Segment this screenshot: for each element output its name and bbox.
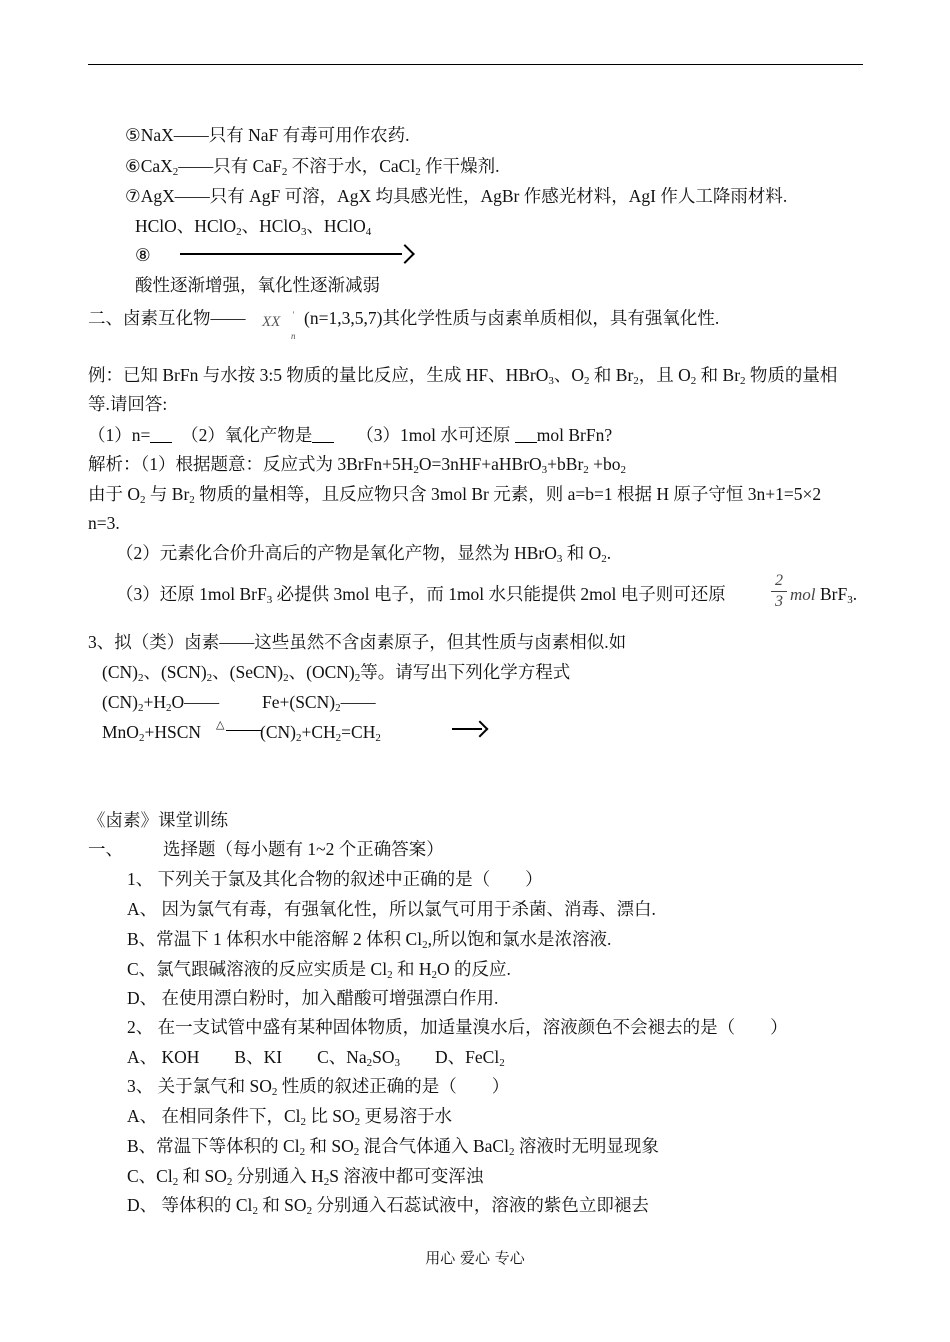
item-6: ⑥CaX$_2$——只有 CaF$_2$ 不溶于水，CaCl$_2$ 作干燥剂. xyxy=(125,156,500,178)
equation-4: $(CN)_2+CH_2=CH_2$ xyxy=(260,722,381,744)
equation-1: $(CN)_2+H_2O——$ xyxy=(102,692,220,714)
question-2-stem: 2、 在一支试管中盛有某种固体物质，加适量溴水后，溶液颜色不会褪去的是（ ） xyxy=(127,1017,788,1037)
example-questions: （1）n= （2）氧化产物是 （3）1mol 水可还原 mol BrFn? xyxy=(88,425,613,445)
section-one-num: 一、 xyxy=(88,839,123,859)
equation-2: $Fe+(SCN)_2——$ xyxy=(262,692,376,714)
blank-3 xyxy=(515,428,537,443)
equation-3: MnO$_2$+HSCN xyxy=(102,722,202,744)
header-rule xyxy=(88,64,863,65)
short-arrow-icon xyxy=(452,719,488,739)
question-3-option-b: B、常温下等体积的 $Cl_2$ 和 $SO_2$ 混合气体通入 BaCl$_2$ 溶液时无明显现象 xyxy=(127,1136,659,1158)
pseudohalogen-list: $(CN)_2$、$(SCN)_2$、$(SeCN)_2$、$(OCN)_2$等。请写出下列化学方程式 xyxy=(102,662,571,684)
acid-series: HClO、HClO$_2$、HClO$_3$、HClO$_4$ xyxy=(135,216,372,238)
item-8-label: ⑧ xyxy=(135,245,151,265)
section-3-title: 3、拟（类）卤素——这些虽然不含卤素原子，但其性质与卤素相似.如 xyxy=(88,632,627,652)
item-7: ⑦AgX——只有 AgF 可溶，AgX 均具感光性，AgBr 作感光材料，AgI 作人工降雨材料. xyxy=(125,186,788,206)
question-1-option-c: C、氯气跟碱溶液的反应实质是 $Cl_2$ 和 $H_2O$ 的反应. xyxy=(127,959,511,981)
right-arrow-icon xyxy=(180,244,412,264)
question-1-option-b: B、常温下 1 体积水中能溶解 2 体积 $Cl_2$,所以饱和氯水是浓溶液. xyxy=(127,929,612,951)
section-2-text: (n=1,3,5,7)其化学性质与卤素单质相似，具有强氧化性. xyxy=(304,308,720,328)
item-5: ⑤NaX——只有 NaF 有毒可用作农药. xyxy=(125,125,410,145)
analysis-line-2: 由于 $O_2$ 与 $Br_2$ 物质的量相等，且反应物只含 3mol Br 元素，则 a=b=1 根据 H 原子守恒 3n+1=5×2 xyxy=(88,484,822,506)
analysis-part-3-tail: BrF$_3$. xyxy=(820,584,858,606)
analysis-part-3: （3）还原 1mol BrF$_3$ 必提供 3mol 电子，而 1mol 水只能提供 2mol 电子则可还原 xyxy=(116,584,726,606)
blank-1 xyxy=(150,428,172,443)
analysis-part-2: （2）元素化合价升高后的产物是氧化产物，显然为 HBrO$_3$ 和 $O_2$. xyxy=(116,543,612,565)
analysis-line-3: n=3. xyxy=(88,513,120,533)
blank-2 xyxy=(312,428,334,443)
question-3-stem: 3、 关于氯气和 $SO_2$ 性质的叙述正确的是（ ） xyxy=(127,1076,510,1098)
example-line-1: 例：已知 BrFn 与水按 3:5 物质的量比反应，生成 HF、HBrO$_3$、$O_2$ 和 $Br_2$，且 $O_2$ 和 $Br_2$ 物质的量相 xyxy=(88,365,838,387)
question-3-option-c: C、$Cl_2$ 和 $SO_2$ 分别通入 $H_2S$ 溶液中都可变浑浊 xyxy=(127,1166,484,1188)
fraction-two-thirds: 2 3 xyxy=(771,572,787,611)
analysis-line: 解析：（1）根据题意：反应式为 $3BrFn+5H_2O=3nHF+aHBrO_3+bBr_2 +bo_2$ xyxy=(88,454,627,476)
section-one-title: 选择题（每小题有 1~2 个正确答案） xyxy=(163,839,444,859)
training-title: 《卤素》课堂训练 xyxy=(88,810,228,830)
mol-unit: mol xyxy=(790,585,816,604)
question-1-option-a: A、 因为氯气有毒，有强氧化性，所以氯气可用于杀菌、消毒、漂白. xyxy=(127,899,656,919)
question-2-options: A、 KOH B、KI C、$Na_2SO_3$ D、FeCl$_2$ xyxy=(127,1047,505,1069)
question-3-option-a: A、 在相同条件下，$Cl_2$ 比 $SO_2$ 更易溶于水 xyxy=(127,1106,453,1128)
item-8-caption: 酸性逐渐增强，氧化性逐渐减弱 xyxy=(135,275,380,295)
section-2-lead: 二、卤素互化物—— xyxy=(88,308,246,328)
example-line-2: 等.请回答: xyxy=(88,394,168,414)
page-footer: 用心 爱心 专心 xyxy=(425,1249,525,1267)
heat-triangle-icon: △ xyxy=(214,718,260,742)
interhalogen-formula: XX ' n xyxy=(262,310,296,341)
question-3-option-d: D、 等体积的 $Cl_2$ 和 $SO_2$ 分别通入石蕊试液中，溶液的紫色立即褪去 xyxy=(127,1195,649,1217)
question-1-option-d: D、 在使用漂白粉时，加入醋酸可增强漂白作用. xyxy=(127,988,499,1008)
question-1-stem: 1、 下列关于氯及其化合物的叙述中正确的是（ ） xyxy=(127,869,543,889)
